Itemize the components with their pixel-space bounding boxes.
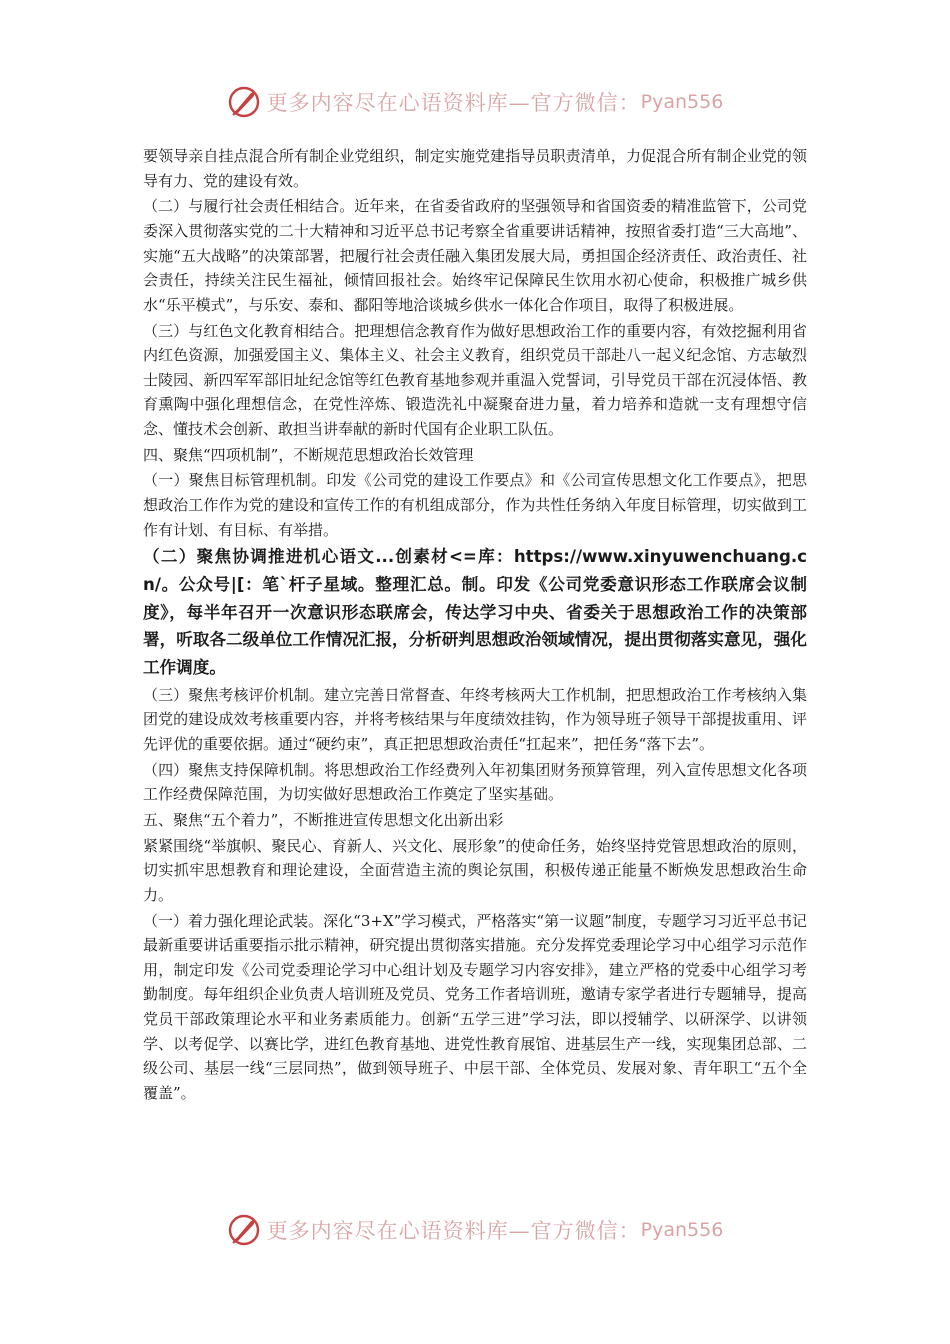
- banner-contact: Pyan556: [640, 1219, 724, 1241]
- section-heading: 四、聚焦“四项机制”，不断规范思想政治长效管理: [143, 445, 474, 464]
- quill-logo-icon: [227, 1213, 261, 1247]
- banner-text: 更多内容尽在心语资料库—官方微信：: [266, 91, 641, 115]
- banner-contact: Pyan556: [640, 91, 724, 113]
- paragraph: （一）聚焦目标管理机制。印发《公司党的建设工作要点》和《公司宣传思想文化工作要点》，把思想政治工作作为党的建设和宣传工作的有机组成部分，作为共性任务纳入年度目标管理，切实做到工作有计划、有目标、有举措。: [143, 471, 807, 539]
- paragraph: （二）与履行社会责任相结合。近年来，在省委省政府的坚强领导和省国资委的精准监管下，公司党委深入贯彻落实党的二十大精神和习近平总书记考察全省重要讲话精神，按照省委打造“三大高地”、实施“五大战略”的决策部署，把履行社会责任融入集团发展大局，勇担国企经济责任、政治责任、社会责任，持续关注民生福祉，倾情回报社会。始终牢记保障民生饮用水初心使命，积极推广城乡供水“乐平模式”，与乐安、泰和、鄱阳等地洽谈城乡供水一体化合作项目，取得了积极进展。: [143, 197, 807, 314]
- quill-logo-icon: [227, 85, 261, 119]
- header-banner: [0, 82, 950, 122]
- paragraph: （三）与红色文化教育相结合。把理想信念教育作为做好思想政治工作的重要内容，有效挖掘利用省内红色资源，加强爱国主义、集体主义、社会主义教育，组织党员干部赴八一起义纪念馆、方志敏烈士陵园、新四军军部旧址纪念馆等红色教育基地参观并重温入党誓词，引导党员干部在沉浸体悟、教育熏陶中强化理想信念，在党性淬炼、锻造洗礼中凝聚奋进力量，着力培养和造就一支有理想守信念、懂技术会创新、敢担当讲奉献的新时代国有企业职工队伍。: [143, 321, 807, 438]
- section-heading: 五、聚焦“五个着力”，不断推进宣传思想文化出新出彩: [143, 810, 504, 829]
- document-body: [143, 144, 807, 1107]
- footer-banner: [0, 1210, 950, 1250]
- paragraph: （三）聚焦考核评价机制。建立完善日常督查、年终考核两大工作机制，把思想政治工作考核纳入集团党的建设成效考核重要内容，并将考核结果与年度绩效挂钩，作为领导班子领导干部提拔重用、评先评优的重要依据。通过“硬约束”，真正把思想政治责任“扛起来”，把任务“落下去”。: [143, 685, 807, 753]
- paragraph: （四）聚焦支持保障机制。将思想政治工作经费列入年初集团财务预算管理，列入宣传思想文化各项工作经费保障范围，为切实做好思想政治工作奠定了坚实基础。: [143, 760, 807, 804]
- paragraph: 要领导亲自挂点混合所有制企业党组织，制定实施党建指导员职责清单，力促混合所有制企业党的领导有力、党的建设有效。: [143, 147, 807, 190]
- paragraph: 紧紧围绕“举旗帜、聚民心、育新人、兴文化、展形象”的使命任务，始终坚持党管思想政治的原则，切实抓牢思想教育和理论建设，全面营造主流的舆论氛围，积极传递正能量不断焕发思想政治生命力。: [143, 836, 807, 904]
- banner-text: 更多内容尽在心语资料库—官方微信：: [266, 1219, 641, 1243]
- highlighted-paragraph: （二）聚焦协调推进机心语文...创素材<=库：https://www.xinyuwenchuang.cn/。公众号|[：笔`杆子星域。整理汇总。制。印发《公司党委意识形态工作联席会议制度》，每半年召开一次意识形态联席会，传达学习中央、省委关于思想政治工作的决策部署，听取各二级单位工作情况汇报，分析研判思想政治领域情况，提出贯彻落实意见，强化工作调度。: [143, 547, 807, 677]
- paragraph: （一）着力强化理论武装。深化“3+X”学习模式，严格落实“第一议题”制度，专题学习习近平总书记最新重要讲话重要指示批示精神，研究提出贯彻落实措施。充分发挥党委理论学习中心组学习示范作用，制定印发《公司党委理论学习中心组计划及专题学习内容安排》，建立严格的党委中心组学习考勤制度。每年组织企业负责人培训班及党员、党务工作者培训班，邀请专家学者进行专题辅导，提高党员干部政策理论水平和业务素质能力。创新“五学三进”学习法，即以授辅学、以研深学、以讲领学、以考促学、以赛比学，进红色教育基地、进党性教育展馆、进基层生产一线，实现集团总部、二级公司、基层一线“三层同热”，做到领导班子、中层干部、全体党员、发展对象、青年职工“五个全覆盖”。: [143, 911, 807, 1102]
